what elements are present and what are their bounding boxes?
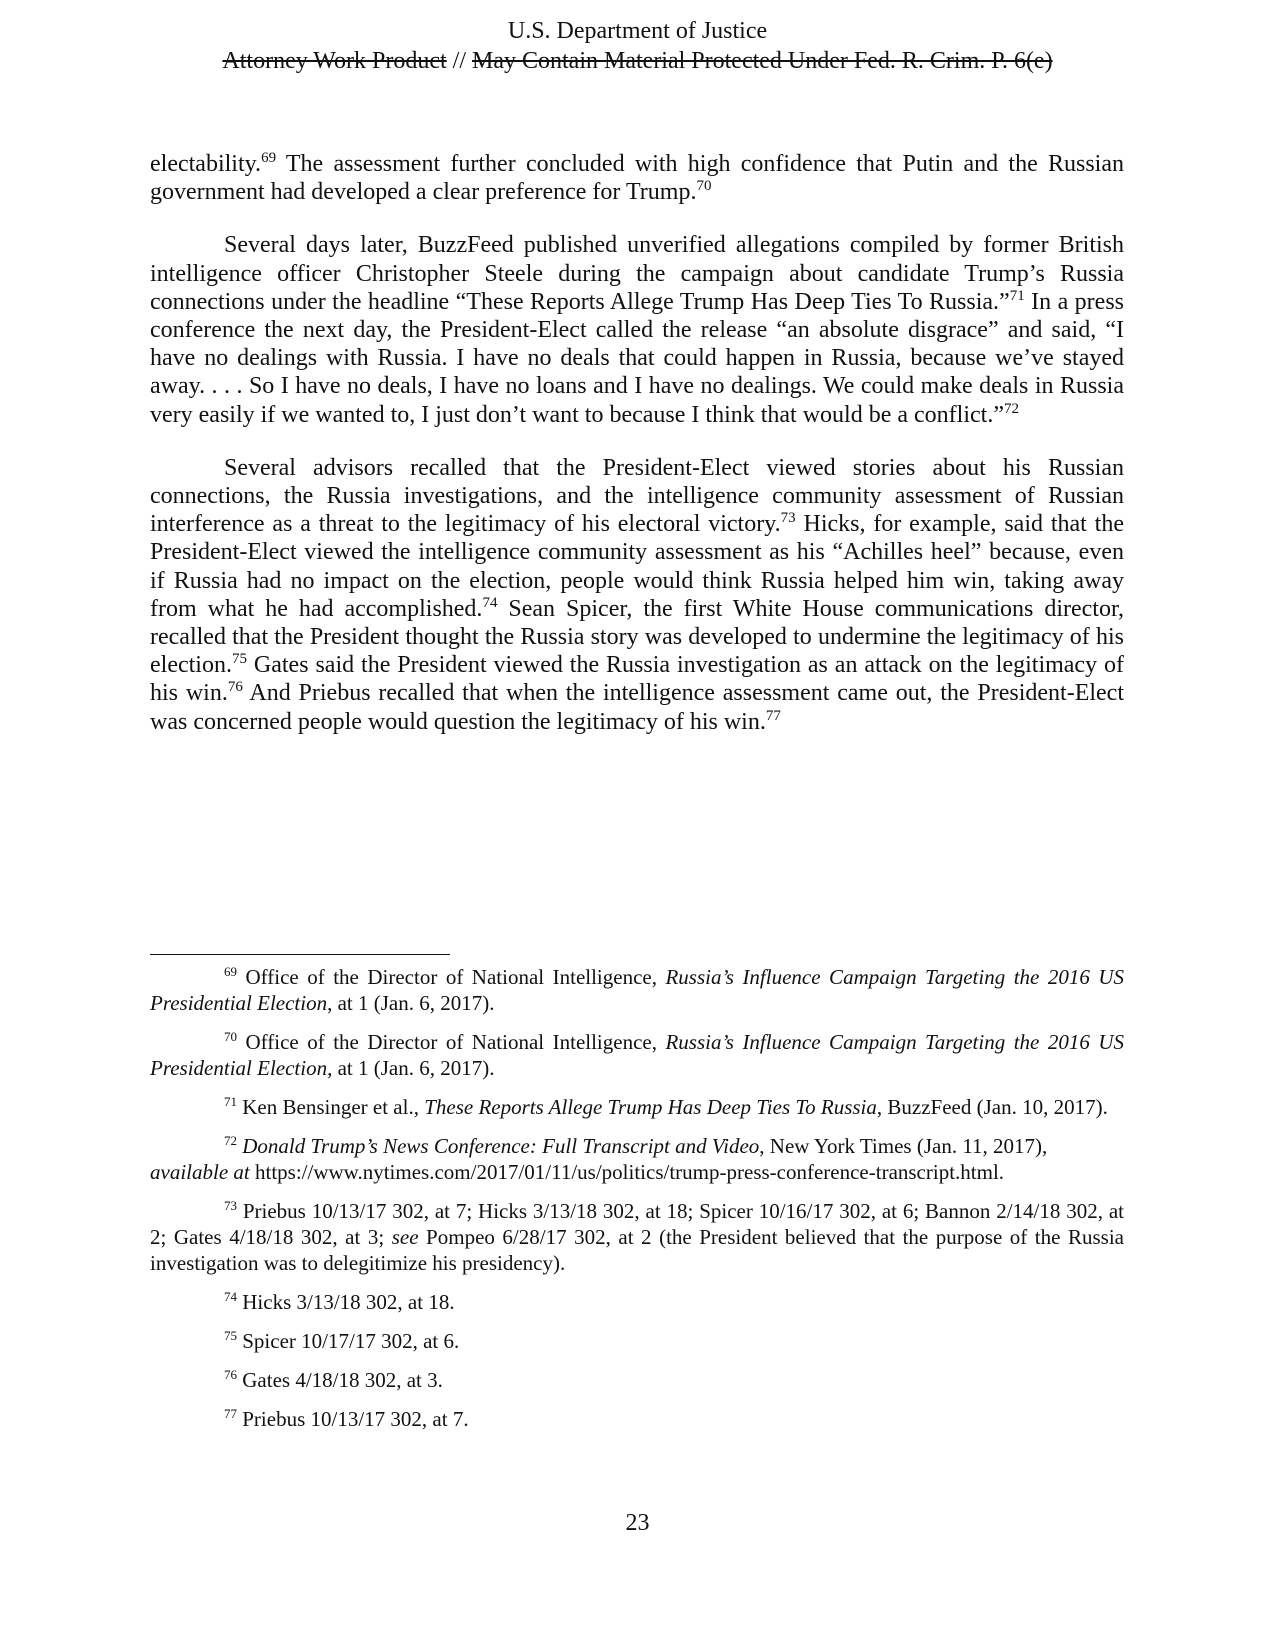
footnote-text: at 1 (Jan. 6, 2017). [332, 1056, 495, 1080]
paragraph-3 [150, 454, 1124, 736]
footnote-text: Ken Bensinger et al., [237, 1095, 425, 1119]
footnote-text: Spicer 10/17/17 302, at 6. [237, 1329, 460, 1353]
footnote-77 [150, 1406, 1124, 1432]
footnote-source-title: Russia’s Influence Campaign Targeting the 2016 US Presidential Election, [150, 1030, 1124, 1080]
footnote-text: Office of the Director of National Intelligence, [237, 965, 666, 989]
footnote-75 [150, 1328, 1124, 1354]
footnote-text: , New York Times (Jan. 11, 2017), [759, 1134, 1048, 1158]
paragraph-3-text-a: Several advisors recalled that the President-Elect viewed stories about his Russian connections, the Russia investigations, and the intelligence community assessment of Russian interference as a threat to the legitimacy of his electoral victory. [150, 454, 1124, 538]
footnote-text: Priebus 10/13/17 302, at 7. [237, 1407, 469, 1431]
footnote-ref-71[interactable]: 71 [1009, 287, 1025, 304]
body-text [150, 150, 1124, 761]
footnote-ref-72[interactable]: 72 [1003, 400, 1019, 417]
footnote-text: Pompeo 6/28/17 302, at 2 (the President believed that the purpose of the Russia investigation was to delegitimize his presidency). [150, 1225, 1124, 1275]
footnote-number: 69 [224, 964, 237, 979]
footnote-number: 77 [224, 1406, 237, 1421]
paragraph-1-text-b: The assessment further concluded with high confidence that Putin and the Russian government had developed a clear preference for Trump. [150, 151, 1124, 206]
footnote-ref-73[interactable]: 73 [780, 510, 796, 527]
footnote-69 [150, 964, 1124, 1016]
footnote-number: 76 [224, 1367, 237, 1382]
footnote-source-title: These Reports Allege Trump Has Deep Ties To Russia [424, 1095, 877, 1119]
footnote-number: 70 [224, 1029, 237, 1044]
footnote-72 [150, 1133, 1124, 1185]
footnote-number: 71 [224, 1094, 237, 1109]
footnote-71 [150, 1094, 1124, 1120]
footnote-70 [150, 1029, 1124, 1081]
marking-separator: // [446, 48, 473, 74]
footnote-76 [150, 1367, 1124, 1393]
paragraph-3-text-d: Gates said the President viewed the Russia investigation as an attack on the legitimacy of his win. [150, 652, 1124, 707]
footnote-ref-75[interactable]: 75 [231, 651, 247, 668]
paragraph-1-text-a: electability. [150, 151, 262, 177]
paragraph-3-text-e: And Priebus recalled that when the intelligence assessment came out, the President-Elect was concerned people would question the legitimacy of his win. [150, 680, 1124, 735]
footnote-text: , BuzzFeed (Jan. 10, 2017). [876, 1095, 1108, 1119]
footnote-source-title: Russia’s Influence Campaign Targeting the 2016 US Presidential Election [150, 965, 1124, 1015]
footnote-signal: available at [150, 1160, 250, 1184]
footnote-ref-77[interactable]: 77 [765, 707, 781, 724]
footnote-text: Office of the Director of National Intelligence, [237, 1030, 666, 1054]
footnote-73 [150, 1198, 1124, 1276]
paragraph-3-text-c: Sean Spicer, the first White House communications director, recalled that the President thought the Russia story was developed to undermine the legitimacy of his election. [150, 595, 1124, 679]
footnote-text: Hicks 3/13/18 302, at 18. [237, 1290, 455, 1314]
footnote-number: 74 [224, 1289, 237, 1304]
footnote-number: 75 [224, 1328, 237, 1343]
footnote-ref-70[interactable]: 70 [696, 178, 712, 195]
footnote-number: 72 [224, 1133, 237, 1148]
footnote-signal: see [391, 1225, 419, 1249]
page-number: 23 [625, 1510, 650, 1536]
marking-grand-jury: May Contain Material Protected Under Fed. R. Crim. P. 6(e) [472, 48, 1053, 74]
footnote-ref-69[interactable]: 69 [261, 150, 277, 166]
department-name: U.S. Department of Justice [507, 18, 768, 44]
document-header [0, 16, 1275, 76]
paragraph-1 [150, 150, 1124, 206]
marking-work-product: Attorney Work Product [222, 48, 447, 74]
footnote-text: Gates 4/18/18 302, at 3. [237, 1368, 443, 1392]
footnote-74 [150, 1289, 1124, 1315]
paragraph-2-text-a: Several days later, BuzzFeed published unverified allegations compiled by former British intelligence officer Christopher Steele during the campaign about candidate Trump’s Russia connections under the headline “These Reports Allege Trump Has Deep Ties To Russia.” [150, 232, 1124, 315]
classification-marking [0, 46, 1275, 76]
footnote-number: 73 [224, 1198, 237, 1213]
footnote-ref-74[interactable]: 74 [482, 594, 498, 611]
paragraph-2-text-b: In a press conference the next day, the President-Elect called the release “an absolute disgrace” and said, “I have no dealings with Russia. I have no deals that could happen in Russia, because we’ve stayed away. . . . So I have no deals, I have no loans and I have no dealings. We could make deals in Russia very easily if we wanted to, I just don’t want to because I think that would be a conflict.” [150, 288, 1124, 428]
paragraph-2 [150, 231, 1124, 428]
footnotes-section [150, 964, 1124, 1445]
footnote-source-title: Donald Trump’s News Conference: Full Transcript and Video [242, 1134, 760, 1158]
paragraph-3-text-b: Hicks, for example, said that the President-Elect viewed the intelligence community assessment as his “Achilles heel” because, even if Russia had no impact on the election, people would think Russia helped him win, taking away from what he had accomplished. [150, 511, 1124, 622]
footnote-url[interactable]: https://www.nytimes.com/2017/01/11/us/politics/trump-press-conference-transcript.html. [249, 1160, 1005, 1184]
footnote-text: Priebus 10/13/17 302, at 7; Hicks 3/13/18 302, at 18; Spicer 10/16/17 302, at 6; Bannon 2/14/18 302, at 2; Gates 4/18/18 302, at 3; [150, 1199, 1124, 1249]
footnote-ref-76[interactable]: 76 [227, 679, 243, 696]
footnote-divider [150, 954, 450, 955]
footnote-text: , at 1 (Jan. 6, 2017). [327, 991, 495, 1015]
